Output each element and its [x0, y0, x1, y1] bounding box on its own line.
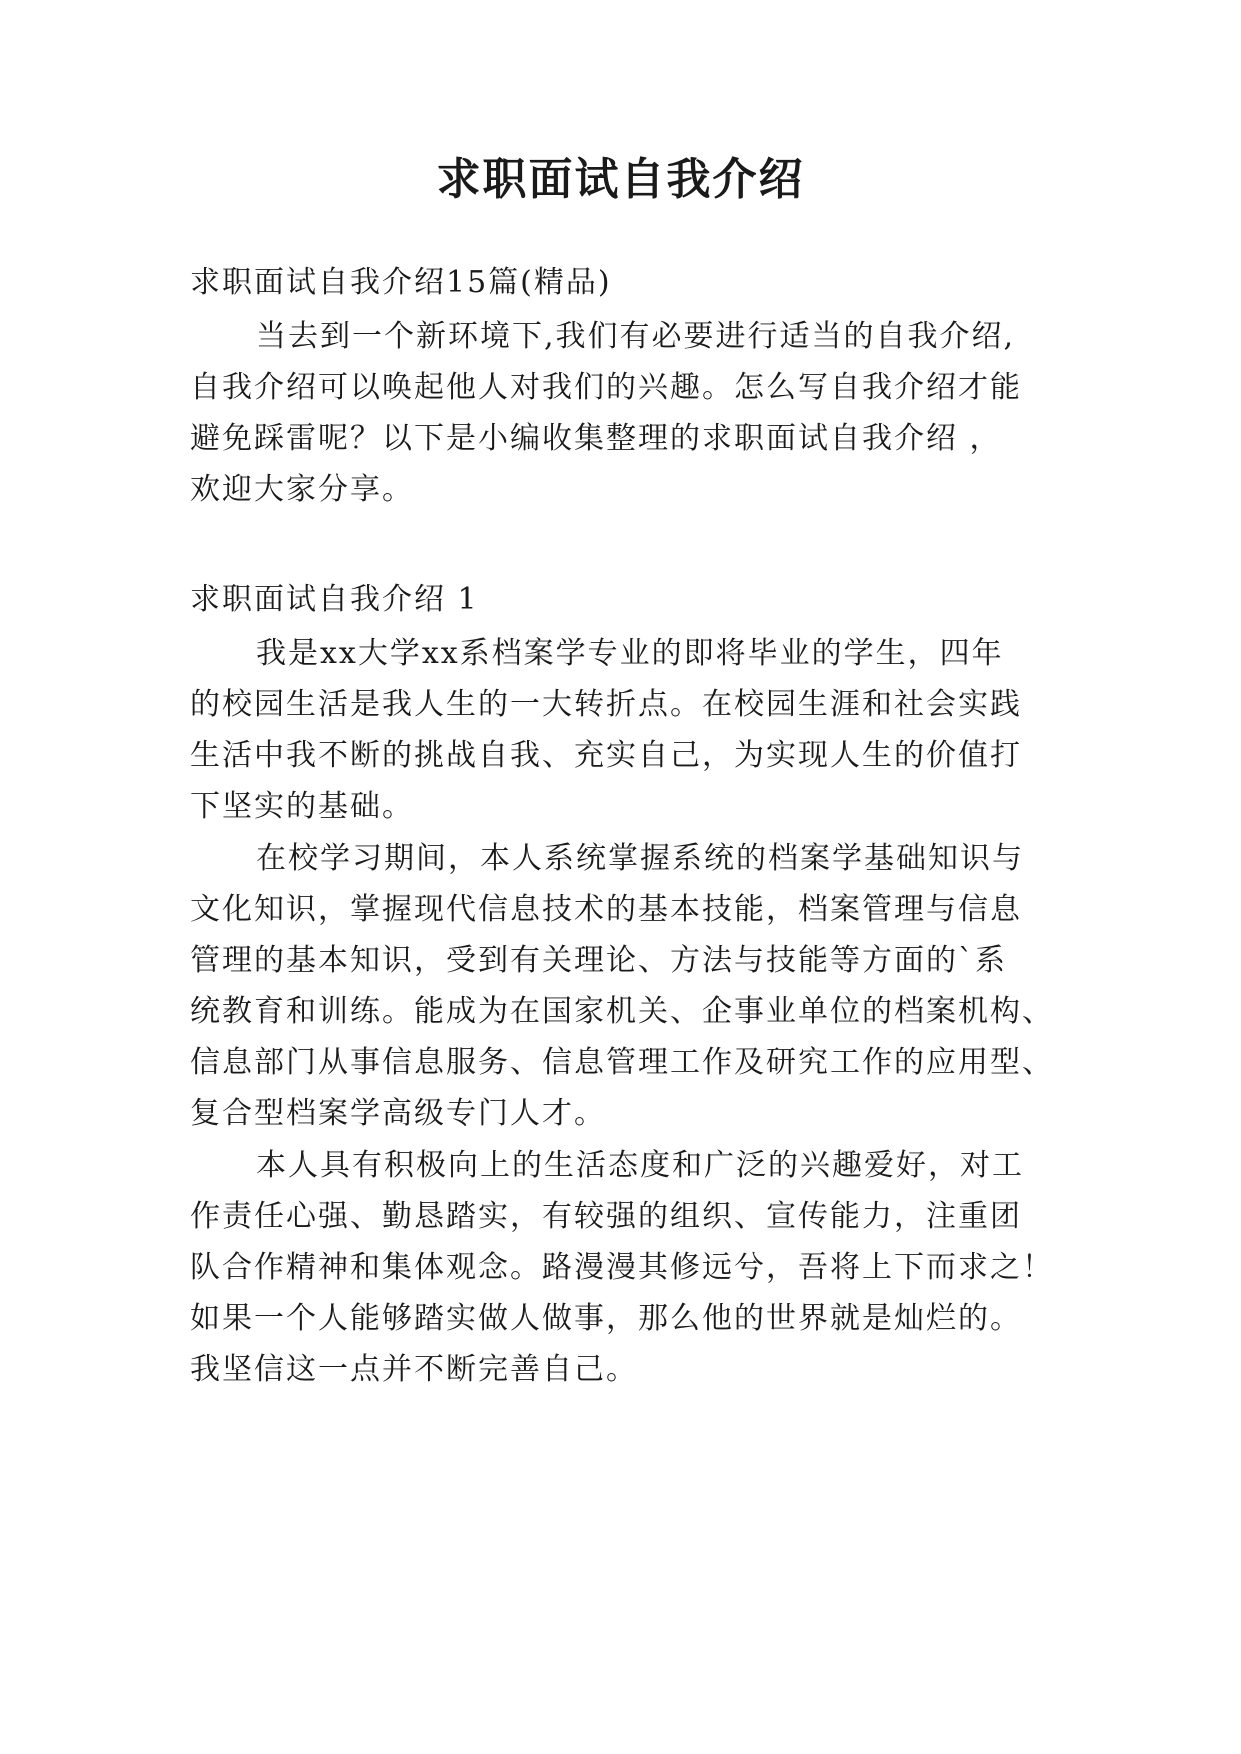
document-title: 求职面试自我介绍	[436, 154, 805, 205]
paragraph-line: 队合作精神和集体观念。路漫漫其修远兮，吾将上下而求之！	[190, 1250, 1054, 1285]
paragraph-line: 信息部门从事信息服务、信息管理工作及研究工作的应用型、	[190, 1045, 1054, 1080]
paragraph-line: 如果一个人能够踏实做人做事，那么他的世界就是灿烂的。	[190, 1301, 1022, 1336]
paragraph-line: 下坚实的基础。	[190, 789, 414, 824]
paragraph-line: 我坚信这一点并不断完善自己。	[190, 1352, 638, 1387]
paragraph-line: 我是xx大学xx系档案学专业的即将毕业的学生，四年	[256, 636, 1004, 671]
paragraph-line: 生活中我不断的挑战自我、充实自己，为实现人生的价值打	[190, 738, 1022, 773]
paragraph-line: 本人具有积极向上的生活态度和广泛的兴趣爱好，对工	[256, 1148, 1024, 1183]
paragraph-line: 文化知识，掌握现代信息技术的基本技能，档案管理与信息	[190, 892, 1022, 927]
section-heading: 求职面试自我介绍 1	[190, 582, 479, 617]
paragraph-line: 的校园生活是我人生的一大转折点。在校园生涯和社会实践	[190, 687, 1022, 722]
document-subtitle: 求职面试自我介绍15篇(精品)	[190, 265, 612, 300]
paragraph-line: 在校学习期间，本人系统掌握系统的档案学基础知识与	[256, 841, 1024, 876]
paragraph-line: 管理的基本知识，受到有关理论、方法与技能等方面的`系	[190, 943, 1007, 978]
intro-line: 欢迎大家分享。	[190, 472, 414, 507]
paragraph-line: 复合型档案学高级专门人才。	[190, 1096, 606, 1131]
paragraph-line: 作责任心强、勤恳踏实，有较强的组织、宣传能力，注重团	[190, 1199, 1022, 1234]
intro-line: 自我介绍可以唤起他人对我们的兴趣。怎么写自我介绍才能	[190, 370, 1022, 405]
paragraph-line: 统教育和训练。能成为在国家机关、企事业单位的档案机构、	[190, 994, 1054, 1029]
intro-line: 避免踩雷呢？以下是小编收集整理的求职面试自我介绍 ，	[190, 421, 1002, 456]
intro-line: 当去到一个新环境下,我们有必要进行适当的自我介绍,	[256, 319, 1016, 354]
